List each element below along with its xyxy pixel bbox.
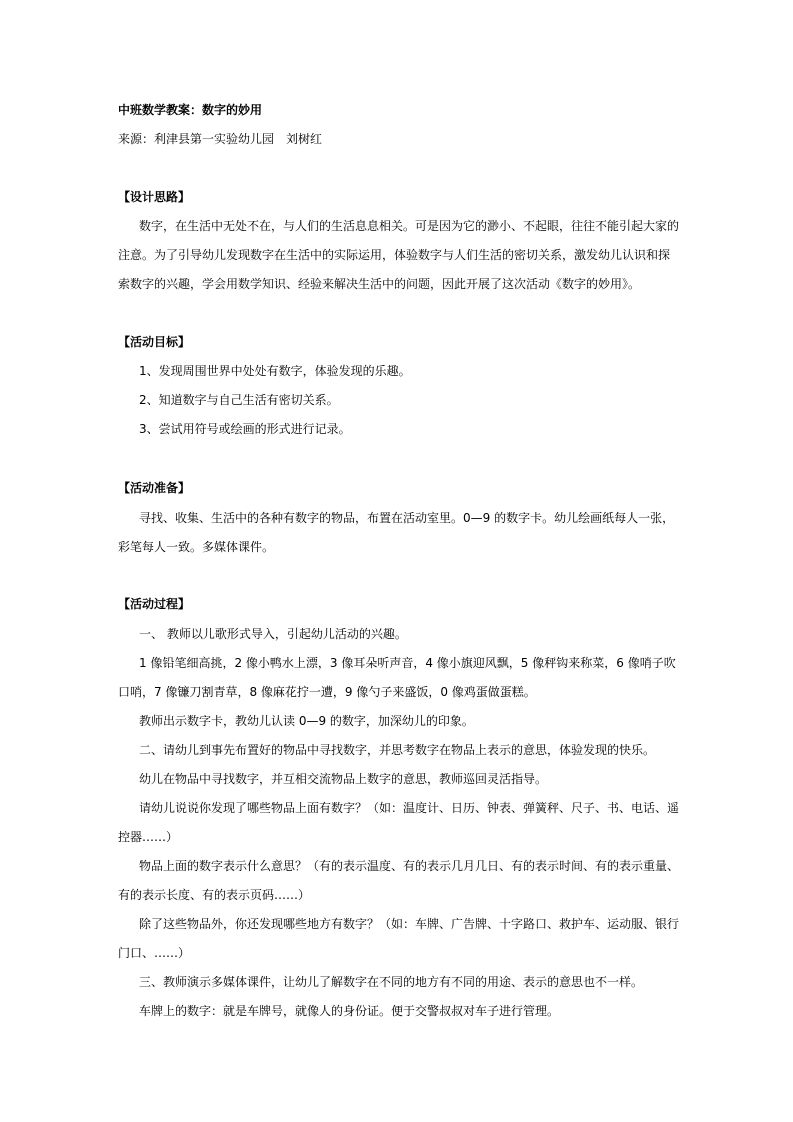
process-line: 除了这些物品外，你还发现哪些地方有数字？（如：车牌、广告牌、十字路口、救护车、运动服、银行 — [139, 917, 680, 931]
goal-item: 3、尝试用符号或绘画的形式进行记录。 — [139, 422, 351, 436]
process-line: 三、教师演示多媒体课件，让幼儿了解数字在不同的地方有不同的用途、表示的意思也不一样。 — [139, 975, 644, 989]
process-line: 门口、……） — [118, 946, 191, 960]
process-line: 车牌上的数字：就是车牌号，就像人的身份证。便于交警叔叔对车子进行管理。 — [139, 1004, 560, 1018]
process-line: 物品上面的数字表示什么意思？（有的表示温度、有的表示几月几日、有的表示时间、有的表示重量、 — [139, 859, 680, 873]
design-line: 索数字的兴趣，学会用数学知识、经验来解决生活中的问题，因此开展了这次活动《数字的妙用》。 — [118, 277, 641, 291]
prep-heading: 【活动准备】 — [118, 481, 191, 495]
source-line: 来源：利津县第一实验幼儿园 刘树红 — [118, 132, 323, 146]
process-line: 控器……） — [118, 830, 179, 844]
document-title: 中班数学教案：数字的妙用 — [118, 103, 263, 117]
prep-line: 寻找、收集、生活中的各种有数字的物品，布置在活动室里。0—9 的数字卡。幼儿绘画纸每人一张， — [139, 511, 675, 525]
process-line: 请幼儿说说你发现了哪些物品上面有数字？（如：温度计、日历、钟表、弹簧秤、尺子、书、电话、遥 — [139, 801, 680, 815]
process-heading: 【活动过程】 — [118, 597, 191, 611]
design-line: 数字，在生活中无处不在，与人们的生活息息相关。可是因为它的渺小、不起眼，往往不能引起大家的 — [139, 219, 680, 233]
process-line: 口哨，7 像镰刀割青草，8 像麻花拧一遭，9 像勺子来盛饭，0 像鸡蛋做蛋糕。 — [118, 685, 536, 699]
process-line: 有的表示长度、有的表示页码……） — [118, 888, 311, 902]
goal-item: 2、知道数字与自己生活有密切关系。 — [139, 393, 339, 407]
design-line: 注意。为了引导幼儿发现数字在生活中的实际运用，体验数字与人们生活的密切关系，激发幼儿认识和探 — [118, 248, 671, 262]
process-line: 幼儿在物品中寻找数字，并互相交流物品上数字的意思，教师巡回灵活指导。 — [139, 772, 548, 786]
process-line: 1 像铅笔细高挑，2 像小鸭水上漂，3 像耳朵听声音，4 像小旗迎风飘，5 像秤钩来称菜，6 像哨子吹 — [139, 656, 676, 670]
prep-line: 彩笔每人一致。多媒体课件。 — [118, 540, 275, 554]
design-heading: 【设计思路】 — [118, 190, 191, 204]
goals-heading: 【活动目标】 — [118, 335, 191, 349]
process-line: 教师出示数字卡，教幼儿认读 0—9 的数字，加深幼儿的印象。 — [139, 714, 474, 728]
process-line: 一、 教师以儿歌形式导入，引起幼儿活动的兴趣。 — [139, 627, 407, 641]
process-line: 二、请幼儿到事先布置好的物品中寻找数字，并思考数字在物品上表示的意思，体验发现的快乐。 — [139, 743, 656, 757]
goal-item: 1、发现周围世界中处处有数字，体验发现的乐趣。 — [139, 364, 411, 378]
